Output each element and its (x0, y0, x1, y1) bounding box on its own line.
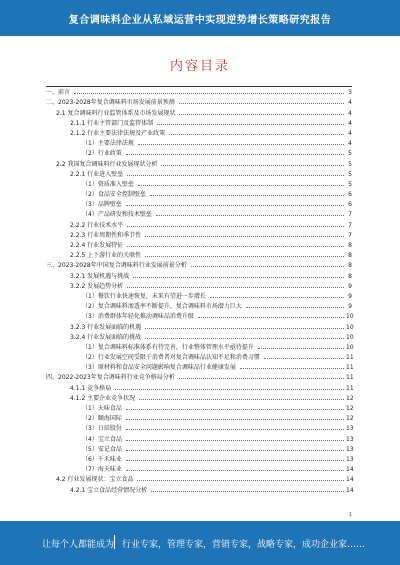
toc-entry-page: 10 (346, 333, 354, 341)
toc-entry-text: 2.2.1 行业进入壁垒 (70, 170, 124, 178)
toc-leader-dots (126, 408, 344, 410)
toc-leader-dots (139, 398, 344, 400)
toc-entry[interactable] (46, 290, 352, 300)
toc-entry[interactable] (46, 239, 352, 249)
toc-heading: 内容目录 (169, 59, 230, 74)
toc-entry[interactable] (46, 137, 352, 147)
toc-entry[interactable] (46, 371, 352, 381)
toc-entry[interactable] (46, 320, 352, 330)
toc-entry-text: （2）颐海国际 (82, 415, 122, 423)
toc-entry[interactable] (46, 96, 352, 106)
toc-entry-text: 4.1.2 主要企业竞争状况 (70, 394, 136, 402)
toc-entry-text: （6）千禾味业 (82, 455, 122, 463)
toc-entry-page: 13 (346, 455, 354, 463)
toc-entry-text: 3.2.1 发展机遇与挑战 (70, 272, 130, 280)
toc-entry-page: 7 (348, 231, 352, 239)
toc-leader-dots (126, 449, 344, 451)
toc-entry-text: 3.2.4 行业发展面临的挑战 (70, 333, 142, 341)
toc-leader-dots (179, 102, 344, 104)
toc-entry-page: 14 (346, 486, 354, 494)
toc-entry-text: （2）行业政策 (82, 150, 122, 158)
toc-leader-dots (150, 194, 344, 196)
toc-leader-dots (127, 286, 344, 288)
footer-divider (114, 535, 115, 549)
toc-entry-page: 12 (346, 394, 354, 402)
toc-entry[interactable] (46, 443, 352, 453)
toc-entry-text: （1）主要法律法规 (82, 140, 134, 148)
toc-entry[interactable] (46, 381, 352, 391)
toc-entry[interactable] (46, 453, 352, 463)
toc-entry-page: 9 (348, 292, 352, 300)
toc-leader-dots (191, 265, 344, 267)
toc-entry-text: 4.2 行业发展现状：宝立食品 (56, 476, 134, 484)
toc-entry[interactable] (46, 178, 352, 188)
toc-entry[interactable] (46, 463, 352, 473)
toc-entry[interactable] (46, 341, 352, 351)
toc-entry-page: 6 (348, 201, 352, 209)
toc-leader-dots (126, 204, 344, 206)
toc-entry-text: （7）海天味业 (82, 466, 122, 474)
toc-entry[interactable] (46, 361, 352, 371)
toc-leader-dots (127, 225, 344, 227)
toc-leader-dots (127, 245, 344, 247)
toc-entry-page: 13 (346, 445, 354, 453)
toc-entry-page: 11 (346, 374, 354, 382)
toc-entry-text: （3）日辰股份 (82, 425, 122, 433)
toc-entry[interactable] (46, 351, 352, 361)
toc-entry-page: 13 (346, 425, 354, 433)
toc-entry[interactable] (46, 392, 352, 402)
toc-entry[interactable] (46, 331, 352, 341)
toc-entry-page: 10 (346, 313, 354, 321)
toc-entry[interactable] (46, 432, 352, 442)
toc-leader-dots (145, 337, 344, 339)
toc-entry[interactable] (46, 198, 352, 208)
toc-entry[interactable] (46, 229, 352, 239)
toc-entry-page: 8 (348, 262, 352, 270)
toc-entry-text: （3）原材料和食品安全问题影响复合调味品行业健康发展 (82, 364, 236, 372)
toc-entry-text: （4）产品研发和技术壁垒 (82, 211, 152, 219)
toc-entry[interactable] (46, 106, 352, 116)
header-banner (0, 0, 400, 36)
toc-entry-page: 4 (348, 119, 352, 127)
toc-entry[interactable] (46, 483, 352, 493)
toc-leader-dots (137, 479, 344, 481)
footer-banner (0, 521, 400, 565)
toc-leader-dots (145, 255, 344, 257)
toc-entry-page: 5 (348, 180, 352, 188)
toc-entry[interactable] (46, 86, 352, 96)
toc-entry-page: 11 (346, 354, 354, 362)
toc-entry-page: 5 (348, 170, 352, 178)
toc-entry[interactable] (46, 310, 352, 320)
footer-slogan: 让每个人都能成为 (42, 540, 115, 550)
toc-leader-dots (126, 418, 344, 420)
toc-entry-page: 13 (346, 435, 354, 443)
toc-entry-text: （5）安记食品 (82, 445, 122, 453)
toc-leader-dots (133, 276, 344, 278)
toc-leader-dots (179, 377, 344, 379)
toc-entry-text: （2）食品安全控制壁垒 (82, 191, 146, 199)
toc-leader-dots (246, 306, 344, 308)
toc-entry-text: 2.2.2 行业技术水平 (70, 221, 124, 229)
toc-entry-page: 14 (346, 466, 354, 474)
toc-entry-page: 8 (348, 272, 352, 280)
toc-entry[interactable] (46, 300, 352, 310)
toc-leader-dots (127, 174, 344, 176)
toc-leader-dots (126, 439, 344, 441)
toc-entry[interactable] (46, 188, 352, 198)
toc-entry-text: （2）复合调味料渗透率不断提升，复合调味料市场潜力巨大 (82, 303, 242, 311)
toc-leader-dots (151, 490, 344, 492)
toc-entry-page: 4 (348, 99, 352, 107)
toc-leader-dots (240, 367, 344, 369)
toc-entry-text: 四、2022-2023年复合调味料行业竞争格局分析 (46, 374, 175, 382)
toc-leader-dots (258, 347, 344, 349)
toc-leader-dots (145, 235, 344, 237)
toc-entry-text: 2.1.1 行业主管部门及监管体制 (70, 119, 154, 127)
toc-entry-text: 三、2023-2028年中国复合调味料行业发展前景分析 (46, 262, 187, 270)
toc-entry-page: 14 (346, 476, 354, 484)
toc-entry-page: 12 (346, 405, 354, 412)
toc-entry[interactable] (46, 147, 352, 157)
toc-entry-text: 4.2.1 宝立食品经营情况分析 (70, 486, 148, 494)
toc-entry-page: 5 (348, 160, 352, 168)
toc-leader-dots (126, 469, 344, 471)
toc-leader-dots (156, 214, 344, 216)
toc-entry[interactable] (46, 208, 352, 218)
toc-entry-text: 2.2.5 上下游行业的关联性 (70, 252, 142, 260)
toc-entry-text: （1）复合调味料标准体系有待完善，行业整体管理水平亟待提升 (82, 343, 254, 351)
toc-entry-page: 8 (348, 242, 352, 249)
toc-entry[interactable] (46, 280, 352, 290)
toc-entry-page: 10 (346, 343, 354, 351)
toc-entry-page: 11 (346, 364, 354, 372)
toc-entry[interactable] (46, 473, 352, 483)
toc-entry[interactable] (46, 269, 352, 279)
toc-entry-text: 2.2.3 行业周期性和季节性 (70, 231, 142, 239)
toc-leader-dots (210, 296, 344, 298)
toc-entry-page: 7 (348, 211, 352, 219)
toc-entry-text: （2）行业发展空间受限于消费者对复合调味品认知不足和消费习惯 (82, 354, 260, 362)
toc-leader-dots (138, 143, 344, 145)
toc-leader-dots (161, 164, 344, 166)
toc-entry[interactable] (46, 218, 352, 228)
toc-entry-page: 4 (348, 140, 352, 148)
toc-leader-dots (169, 133, 344, 135)
toc-entry-text: 2.2 我国复合调味料行业发展现状分析 (56, 160, 158, 168)
report-title: 复合调味料企业从私域运营中实现逆势增长策略研究报告 (68, 15, 332, 26)
toc-entry[interactable] (46, 259, 352, 269)
toc-entry-text: 二、2023-2028年复合调味料市场发展前景预测 (46, 99, 175, 107)
footer-roles: 行业专家，管理专家，营销专家，战略专家，成功企业家…… (122, 540, 366, 550)
toc-entry[interactable] (46, 127, 352, 137)
toc-entry-text: 2.1 复合调味料行业监管体系及市场发展现状 (56, 109, 176, 117)
toc-entry[interactable] (46, 412, 352, 422)
toc-leader-dots (126, 459, 344, 461)
toc-leader-dots (115, 388, 344, 390)
toc-leader-dots (198, 316, 344, 318)
toc-entry-text: 一、前言 (46, 89, 71, 97)
toc-entry-text: （1）资质准入壁垒 (82, 180, 134, 188)
toc-leader-dots (126, 153, 344, 155)
toc-entry-page: 3 (348, 89, 352, 97)
toc-entry-page: 8 (348, 252, 352, 260)
toc-entry-page: 9 (348, 282, 352, 290)
toc-entry-text: 4.1.1 竞争格局 (70, 384, 112, 392)
page-number: 1 (348, 512, 352, 518)
toc-entry-text: （3）消费群体年轻化推动调味品消费升级 (82, 313, 194, 321)
toc-entry-page: 10 (346, 323, 354, 331)
toc-leader-dots (157, 123, 344, 125)
toc-entry-text: （1）餐饮行业快速恢复，未来有望进一步增长 (82, 292, 206, 300)
toc-leader-dots (179, 113, 344, 115)
toc-leader-dots (126, 428, 344, 430)
toc-entry-text: （1）天味食品 (82, 405, 122, 412)
toc-entry-text: 3.2.3 行业发展面临的机遇 (70, 323, 142, 331)
toc-leader-dots (138, 184, 344, 186)
toc-entry-text: 2.2.4 行业发展特征 (70, 242, 124, 249)
toc-entry-page: 5 (348, 150, 352, 158)
toc-entry[interactable] (46, 402, 352, 412)
toc-entry[interactable] (46, 157, 352, 167)
toc-entry-page: 4 (348, 129, 352, 137)
toc-leader-dots (74, 92, 344, 94)
toc-entry-page: 9 (348, 303, 352, 311)
toc-entry-page: 4 (348, 109, 352, 117)
toc-entry[interactable] (46, 168, 352, 178)
toc-entry[interactable] (46, 422, 352, 432)
toc-entry-text: （4）宝立食品 (82, 435, 122, 443)
toc-entry-page: 7 (348, 221, 352, 229)
toc-entry-text: 2.1.2 行业主要法律法规及产业政策 (70, 129, 166, 137)
table-of-contents (46, 86, 352, 494)
toc-entry[interactable] (46, 117, 352, 127)
toc-leader-dots (264, 357, 344, 359)
toc-entry-page: 11 (346, 384, 354, 392)
toc-entry[interactable] (46, 249, 352, 259)
toc-entry-page: 6 (348, 191, 352, 199)
toc-entry-text: 3.2.2 发展趋势分析 (70, 282, 124, 290)
toc-leader-dots (145, 327, 344, 329)
toc-entry-text: （3）品牌壁垒 (82, 201, 122, 209)
toc-entry-page: 12 (346, 415, 354, 423)
